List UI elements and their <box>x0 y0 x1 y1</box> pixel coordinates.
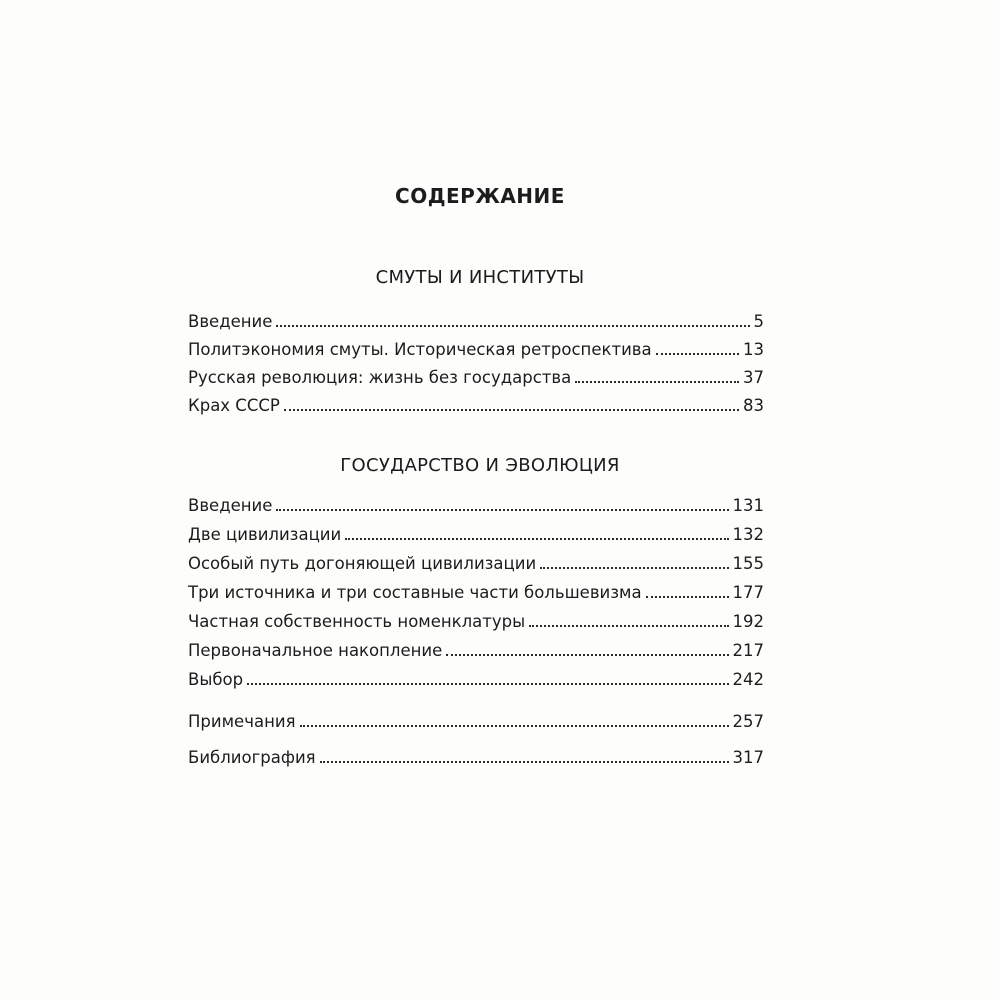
toc-entry[interactable] <box>188 748 764 772</box>
section-heading-gosudarstvo: ГОСУДАРСТВО И ЭВОЛЮЦИЯ <box>340 455 620 476</box>
toc-entry-page: 177 <box>729 583 765 602</box>
toc-entry-page: 192 <box>729 612 765 631</box>
toc-entry-page: 217 <box>729 641 765 660</box>
toc-entry[interactable] <box>188 612 764 636</box>
dot-leader <box>656 353 739 355</box>
toc-entry[interactable] <box>188 583 764 607</box>
toc-entry-label: Примечания <box>188 712 300 731</box>
toc-entry-page: 257 <box>729 712 765 731</box>
toc-entry-page: 242 <box>729 670 765 689</box>
toc-entry[interactable] <box>188 396 764 420</box>
dot-leader <box>276 509 728 511</box>
dot-leader <box>540 567 728 569</box>
toc-entry[interactable] <box>188 641 764 665</box>
dot-leader <box>345 538 728 540</box>
toc-entry-label: Крах СССР <box>188 396 284 415</box>
dot-leader <box>446 654 728 656</box>
toc-entry[interactable] <box>188 554 764 578</box>
toc-entry-page: 83 <box>739 396 764 415</box>
toc-entry-page: 5 <box>750 312 765 331</box>
toc-entry[interactable] <box>188 525 764 549</box>
toc-entry-label: Политэкономия смуты. Историческая ретроспектива <box>188 340 656 359</box>
toc-entry-page: 155 <box>729 554 765 573</box>
toc-entry-label: Две цивилизации <box>188 525 345 544</box>
toc-entry[interactable] <box>188 670 764 694</box>
toc-entry[interactable] <box>188 496 764 520</box>
toc-entry[interactable] <box>188 312 764 336</box>
contents-title: СОДЕРЖАНИЕ <box>395 184 565 208</box>
toc-entry-label: Введение <box>188 312 276 331</box>
toc-entry-label: Выбор <box>188 670 247 689</box>
toc-entry-page: 37 <box>739 368 764 387</box>
toc-entry-label: Особый путь догоняющей цивилизации <box>188 554 540 573</box>
toc-entry[interactable] <box>188 712 764 736</box>
dot-leader <box>529 625 728 627</box>
dot-leader <box>646 596 729 598</box>
toc-entry[interactable] <box>188 368 764 392</box>
toc-entry-label: Введение <box>188 496 276 515</box>
toc-entry-page: 13 <box>739 340 764 359</box>
dot-leader <box>276 325 749 327</box>
toc-entry-label: Частная собственность номенклатуры <box>188 612 529 631</box>
dot-leader <box>320 761 729 763</box>
dot-leader <box>575 381 739 383</box>
dot-leader <box>284 409 739 411</box>
section-heading-smuty: СМУТЫ И ИНСТИТУТЫ <box>375 267 585 288</box>
toc-entry-label: Три источника и три составные части большевизма <box>188 583 646 602</box>
toc-entry-page: 317 <box>729 748 765 767</box>
dot-leader <box>300 725 729 727</box>
toc-entry-label: Библиография <box>188 748 320 767</box>
toc-entry-page: 131 <box>729 496 765 515</box>
toc-entry-label: Первоначальное накопление <box>188 641 446 660</box>
dot-leader <box>247 683 728 685</box>
toc-entry[interactable] <box>188 340 764 364</box>
toc-entry-page: 132 <box>729 525 765 544</box>
toc-entry-label: Русская революция: жизнь без государства <box>188 368 575 387</box>
